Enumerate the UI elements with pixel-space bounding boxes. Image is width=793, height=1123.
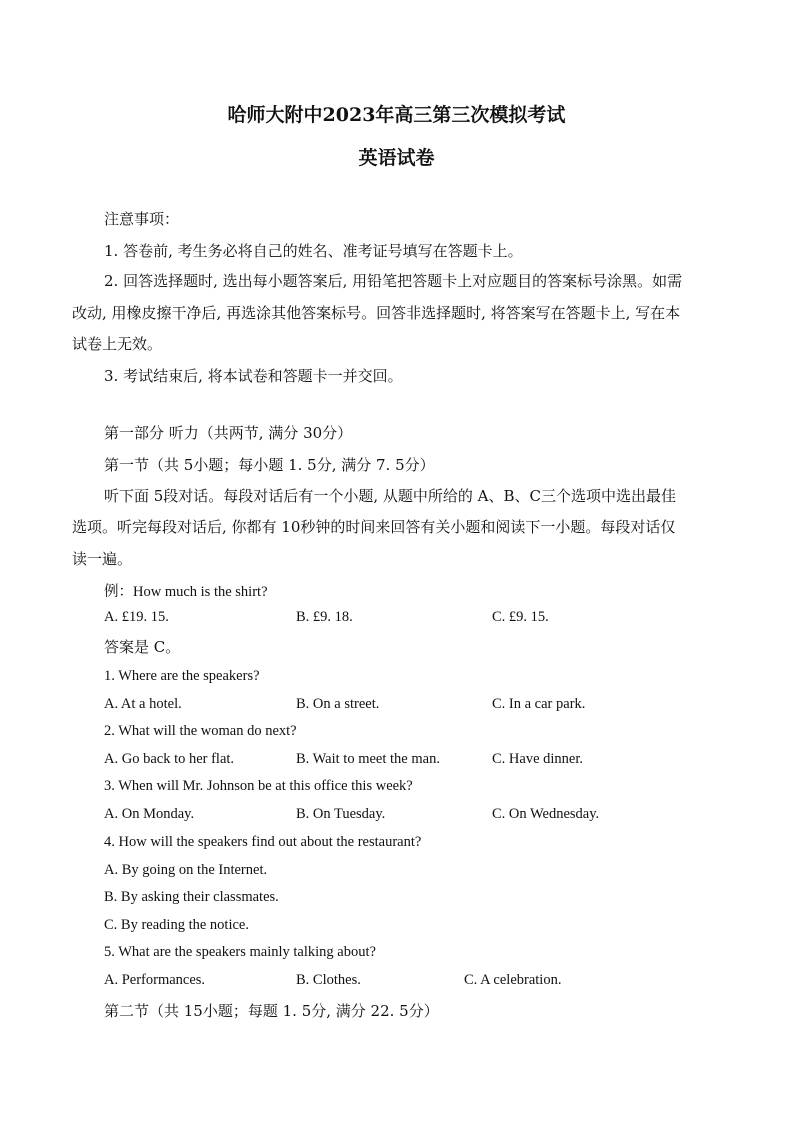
question-2-option-a: A. Go back to her flat. [104,751,235,767]
notice-heading: 注意事项： [104,210,180,228]
question-3-option-c: C. On Wednesday. [492,806,600,822]
question-1-option-a: A. At a hotel. [104,696,182,712]
part1-heading: 第一部分 听力（共两节, 满分 30分） [104,424,353,442]
question-3-option-a: A. On Monday. [104,806,195,822]
notice-item-2-line-3: 试卷上无效。 [72,335,163,353]
question-5: 5. What are the speakers mainly talking about? [104,944,376,960]
question-5-option-c: C. A celebration. [464,972,562,988]
instructions-line-1: 听下面 5段对话。每段对话后有一个小题, 从题中所给的 A、B、C三个选项中选出最佳 [104,487,676,505]
example-option-c: C. £9. 15. [492,609,549,625]
instructions-line-2: 选项。听完每段对话后, 你都有 10秒钟的时间来回答有关小题和阅读下一小题。每段对话仅 [72,518,676,536]
section1-heading: 第一节（共 5小题；每小题 1. 5分, 满分 7. 5分） [104,456,435,474]
question-1-option-b: B. On a street. [296,696,380,712]
question-2: 2. What will the woman do next? [104,723,297,739]
notice-item-2-line-2: 改动, 用橡皮擦干净后, 再选涂其他答案标号。回答非选择题时, 将答案写在答题卡上, 写在本 [72,304,681,322]
question-4-option-b: B. By asking their classmates. [104,889,279,905]
question-5-option-a: A. Performances. [104,972,206,988]
example-question: 例：How much is the shirt? [104,584,268,600]
question-2-option-c: C. Have dinner. [492,751,584,767]
exam-title: 哈师大附中2023年高三第三次模拟考试 [227,104,566,126]
question-4-option-a: A. By going on the Internet. [104,862,268,878]
example-option-a: A. £19. 15. [104,609,169,625]
question-5-option-b: B. Clothes. [296,972,361,988]
question-4-option-c: C. By reading the notice. [104,917,249,933]
example-option-b: B. £9. 18. [296,609,353,625]
question-2-option-b: B. Wait to meet the man. [296,751,440,767]
question-3: 3. When will Mr. Johnson be at this office this week? [104,778,413,794]
exam-subtitle: 英语试卷 [358,147,435,169]
question-1: 1. Where are the speakers? [104,668,260,684]
notice-item-2-line-1: 2. 回答选择题时, 选出每小题答案后, 用铅笔把答题卡上对应题目的答案标号涂黑。如需 [104,272,683,290]
example-answer: 答案是 C。 [104,638,181,656]
question-4: 4. How will the speakers find out about the restaurant? [104,834,422,850]
question-3-option-b: B. On Tuesday. [296,806,386,822]
question-1-option-c: C. In a car park. [492,696,586,712]
instructions-line-3: 读一遍。 [72,550,133,568]
notice-item-1: 1. 答卷前, 考生务必将自己的姓名、准考证号填写在答题卡上。 [104,242,523,260]
section2-heading: 第二节（共 15小题；每题 1. 5分, 满分 22. 5分） [104,1002,439,1020]
notice-item-3: 3. 考试结束后, 将本试卷和答题卡一并交回。 [104,367,403,385]
